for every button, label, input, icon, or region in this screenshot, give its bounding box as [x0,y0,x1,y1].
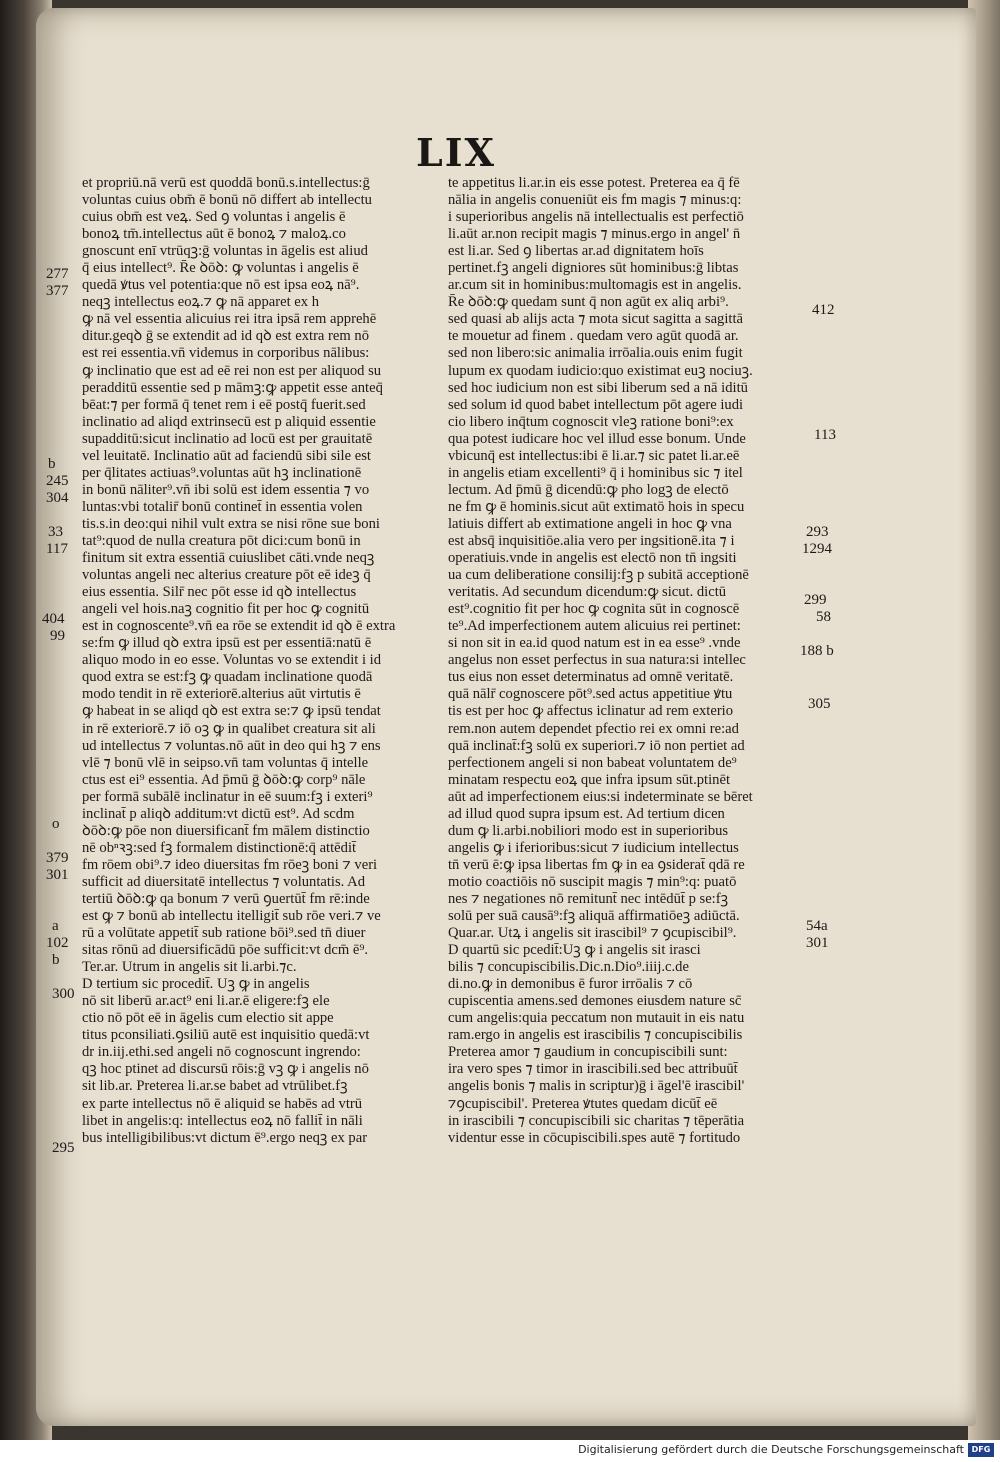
text-line: ctus est ei⁹ essentia. Ad p̄mū ḡ ꝺōꝺ:ꝙ corp⁹ nāle [82,771,366,788]
text-line: perfectionem angeli si non babeat voluntatem de⁹ [448,754,737,771]
margin-note-right: 301 [806,935,829,951]
margin-note-left: a [52,918,59,934]
margin-note-left: 379 [46,850,69,866]
text-line: D quartū sic pcedit̄:Uꝫ ꝙ i angelis sit irasci [448,942,701,959]
margin-note-left: 33 [48,524,63,540]
text-line: quedā ꝟtus vel potentia:que nō est ipsa eoꝝ nā⁹. [82,277,360,294]
text-line: in rē exteriorē.⁊ iō oꝫ ꝙ in qualibet creatura sit ali [82,720,376,737]
text-line: ctio nō pōt eē in āgelis cum electio sit appe [82,1010,334,1027]
text-line: cupiscentia amens.sed demones eiusdem nature sc̄ [448,993,742,1010]
text-line: sufficit ad diuersitatē intellectus ⁊ voluntatis. Ad [82,873,365,890]
text-line: lectum. Ad p̄mū ḡ dicendū:ꝙ pho logꝫ de electō [448,481,729,498]
text-line: ex parte intellectus nō ē aliquid se habēs ad vtrū [82,1095,363,1112]
text-line: supadditū:sicut inclinatio ad locū est per grauitatē [82,430,373,447]
text-line: veritatis. Ad secundum dicendum:ꝙ sicut. dictū [448,584,727,601]
text-line: aliquo modo in eo esse. Voluntas vo se extendit i id [82,652,382,669]
text-line: ira vero spes ⁊ timor in irascibili.sed bec attribuūt̄ [448,1061,738,1078]
margin-note-left: 277 [46,266,69,282]
text-line: sed solum id quod babet intellectum pōt agere iudi [448,396,744,413]
text-line: te appetitus li.ar.in eis esse potest. Preterea ea q̄ fē [448,175,740,191]
text-line: ua cum deliberatione consilij:fꝫ p subitā acceptionē [448,567,749,584]
text-line: lupum ex quodam iudicio:quo existimat euꝫ nociuꝫ. [448,362,753,379]
text-line: ⁊ꝯcupiscibil'. Preterea ꝟtutes quedam dicūt̄ eē [448,1095,718,1112]
text-line: nes ⁊ negationes nō remitunt̄ nec intēdūt̄ p se:fꝫ [448,890,729,907]
margin-note-right: 1294 [802,541,832,557]
text-line: peradditū essentie sed p māmꝫ:ꝙ appetit esse anteq̄ [82,379,383,396]
text-line: qꝫ hoc ptinet ad discursū rōis:ḡ vꝫ ꝙ i angelis nō [82,1061,369,1078]
text-line: inclinat̄ p aliqꝺ additum:vt dictū est⁹. Ad scdm [82,805,355,822]
text-line: vel leuitatē. Inclinatio aūt ad faciendū sibi sile est [82,447,371,464]
text-line: vlē ⁊ bonū vlē in seipso.vn̄ tam voluntas q̄ intelle [82,754,369,771]
text-line: est in cognoscente⁹.vn̄ ea rōe se extendit id qꝺ ē extra [82,618,396,635]
text-line: in angelis etiam excellenti⁹ q̄ i hominibus sic ⁊ itel [448,464,743,481]
text-line: neqꝫ intellectus eoꝝ.⁊ ꝙ nā apparet ex h̄ [82,294,319,311]
text-line: latiuis differt ab extimatione angeli in hoc ꝙ vna [448,515,732,532]
text-line: q̄ eius intellect⁹. R̄e ꝺōꝺ: ꝙ voluntas i angelis ē [82,260,359,277]
text-line: aūt ad imperfectionem eius:si indeterminate se bēret [448,788,753,805]
text-line: ꝙ habeat in se aliqd qꝺ est extra se:⁊ ꝙ ipsū tendat [82,703,381,720]
text-line: nālia in angelis conueniūt eis fm magis ⁊ minus:q: [448,192,742,209]
text-line: tus eius non esset determinatus ad omnē veritatē. [448,669,734,686]
text-line: et propriū.nā verū est quoddā bonū.s.intellectus:ḡ [82,175,370,191]
text-line: di.no.ꝙ in demonibus ē furor irrōalis ⁊ cō [448,976,693,993]
text-line: tertiū ꝺōꝺ:ꝙ qa bonum ⁊ verū ꝯuertūt̄ fm rē:inde [82,890,370,907]
text-line: D tertium sic procedit̄. Uꝫ ꝙ in angelis [82,976,310,993]
text-line: ar.cum sit in hominibus:multomagis est in angelis. [448,277,742,294]
dfg-logo-icon: DFG [968,1443,994,1457]
text-line: bus intelligibilibus:vt dictum ē⁹.ergo neqꝫ ex par [82,1129,368,1146]
text-line: sed quasi ab alijs acta ⁊ mota sicut sagitta a sagittā [448,311,743,328]
text-line: ne fm ꝙ ē hominis.sicut aūt extimatō hois in specu [448,498,745,515]
text-line: bilis ⁊ concupiscibilis.Dic.n.Dio⁹.iiij.c.de [448,959,689,976]
text-line: i superioribus angelis nā intellectualis est perfectiō [448,209,744,226]
text-line: Ter.ar. Utrum in angelis sit li.arbi.⁊c. [82,959,297,976]
text-line: finitum sit extra essentiā cuiuslibet cāti.vnde neqꝫ [82,550,375,567]
text-line: ram.ergo in angelis est irascibilis ⁊ concupiscibilis [448,1027,743,1044]
text-line: angeli vel hois.naꝫ cognitio fit per hoc ꝙ cognitū [82,601,370,618]
margin-note-left: 99 [50,628,65,644]
margin-note-left: 295 [52,1140,75,1156]
text-line: inclinatio ad aliqd extrinsecū est p aliquid essentie [82,413,376,430]
margin-note-left: 377 [46,283,69,299]
text-line: vbicunq̄ est intellectus:ibi ē li.ar.⁊ sic patet li.ar.eē [448,447,740,464]
text-line: angelis bonis ⁊ malis in scriptur)ḡ i āgel'ē irascibil' [448,1078,745,1095]
text-line: eius essentia. Silr̄ nec pōt esse id qꝺ intellectus [82,584,357,601]
margin-note-right: 113 [814,427,836,443]
text-line: cum angelis:quia peccatum non mutauit in eis natu [448,1010,745,1027]
text-line: Quar.ar. Utꝝ i angelis sit irascibil⁹ ⁊ ꝯcupiscibil⁹. [448,925,737,942]
text-line: rū a volūtate appetit̄ sub ratione bōi⁹.sed tn̄ diuer [82,925,366,942]
text-line: quā nālr̄ cognoscere pōt⁹.sed actus appetitiue ꝟtu [448,686,733,703]
margin-note-right: 58 [816,609,831,625]
text-line: minatam respectu eoꝝ que infra ipsum sūt.ptinēt [448,771,730,788]
text-line: motio coactiōis nō suscipit magis ⁊ min⁹:q: puatō [448,873,737,890]
text-line: voluntas angeli nec alterius creature pōt eē ideꝫ q̄ [82,567,371,584]
margin-note-right: 54a [806,918,828,934]
text-line: sitas rōnū ad diuersificādū pōe sufficit:vt dcm̄ ē⁹. [82,942,369,959]
margin-note-left: 301 [46,867,69,883]
text-line: titus pconsiliati.ꝯsiliū autē est inquisitio quedā:vt [82,1027,370,1044]
margin-note-left: b [48,456,56,472]
text-line: est ꝙ ⁊ bonū ab intellectu itelligit̄ sub rōe veri.⁊ ve [82,908,381,925]
text-line: ꝙ inclinatio que est ad eē rei non est per aliquod su [82,362,382,379]
text-line: te mouetur ad finem . quedam vero agūt quodā ar. [448,328,739,345]
text-line: Preterea amor ⁊ gaudium in concupiscibili sunt: [448,1044,728,1061]
text-line: angelus non esset perfectus in sua natura:si intellec [448,652,746,669]
text-line: ꝙ nā vel essentia alicuius rei itra ipsā rem apprehē [82,311,377,328]
text-line: in bonū nāliter⁹.vn̄ ibi solū est idem essentia ⁊ vo [82,481,370,498]
margin-note-left: 404 [42,611,65,627]
text-line: per formā subālē inclinatur in eē suum:fꝫ i exteri⁹ [82,788,373,805]
text-line: cuius obm̄ est veꝝ. Sed ꝯ voluntas i angelis ē [82,209,346,226]
text-line: R̄e ꝺōꝺ:ꝙ quedam sunt q̄ non agūt ex aliq arbi⁹. [448,294,729,311]
digitization-footer [0,1440,1000,1462]
text-line: tis.s.in deo:qui nihil vult extra se nisi rōne sue boni [82,515,380,532]
text-line: tis est per hoc ꝙ affectus iclinatur ad rem exterio [448,703,734,720]
text-line: li.aūt ar.non recipit magis ⁊ minus.ergo in angel' n̄ [448,226,741,243]
margin-note-right: 293 [806,524,829,540]
text-line: rem.non autem dependet pfectio rei ex omni re:ad [448,720,739,737]
text-line: sit lib.ar. Preterea li.ar.se babet ad vtrūlibet.fꝫ [82,1078,348,1095]
text-line: est⁹.cognitio fit per hoc ꝙ cognita sūt in cognoscē [448,601,740,618]
text-line: bēat:⁊ per formā q̄ tenet rem i eē postq̄ fuerit.sed [82,396,366,413]
margin-note-left: o [52,816,60,832]
text-line: dr in.iij.ethi.sed angeli nō cognoscunt ingrendo: [82,1044,361,1061]
folio-number: LIX [416,130,496,175]
text-line: modo tendit in rē exteriorē.alterius aūt virtutis ē [82,686,361,703]
footer-credit: Digitalisierung gefördert durch die Deutsche Forschungsgemeinschaft [578,1443,964,1456]
text-line: si non sit in ea.id quod natum est in ea esse⁹ .vnde [448,635,741,652]
text-line: est li.ar. Sed ꝯ libertas ar.ad dignitatem hoīs [448,243,704,260]
margin-note-left: 245 [46,473,69,489]
text-line: pertinet.fꝫ angeli digniores sūt hominibus:ḡ lib̄tas [448,260,739,277]
text-line: voluntas cuius obm̄ ē bonū nō differt ab intellectu [82,192,372,209]
text-line: angelis ꝙ i iferioribus:sicut ⁊ iudicium intellectus [448,839,739,856]
text-line: qua potest iudicare hoc vel illud esse bonum. Unde [448,430,746,447]
margin-note-left: b [52,952,60,968]
text-line: ditur.geqꝺ ḡ se extendit ad id qꝺ est extra rem nō [82,328,369,345]
text-line: libet in angelis:q: intellectus eoꝝ nō fallit̄ in nāli [82,1112,363,1129]
text-line: per q̄litates actiuas⁹.voluntas aūt hꝫ inclinationē [82,464,362,481]
text-line: est absq̄ inquisitiōe.alia vero per ingsitionē.ita ⁊ i [448,532,735,549]
text-line: tat⁹:quod de nulla creatura pōt dici:cum bonū in [82,532,361,549]
margin-note-left: 117 [46,541,68,557]
text-line: gnoscunt enī vtrūqꝫ:ḡ voluntas in āgelis est aliud [82,243,368,260]
text-line: operatiuis.vnde in angelis est electō non tn̄ ingsiti [448,550,737,567]
margin-note-right: 305 [808,696,831,712]
text-line: cio libero inq̄tum cognoscit vleꝫ ratione boni⁹:ex [448,413,734,430]
text-line: te⁹.Ad imperfectionem autem alicuius rei pertinet: [448,618,741,635]
text-line: tn̄ verū ē:ꝙ ipsa libertas fm ꝙ in ea ꝯsiderat̄ qdā re [448,856,745,873]
text-line: bonoꝝ tm̄.intellectus aūt ē bonoꝝ ⁊ maloꝝ.co [82,226,346,243]
text-line: solū per suā causā⁹:fꝫ aliquā affirmatiōeꝫ adiūctā. [448,908,740,925]
text-line: ad illud quod supra ipsum est. Ad tertium dicen [448,805,725,822]
margin-note-left: 102 [46,935,69,951]
text-line: dum ꝙ li.arbi.nobiliori modo est in superioribus [448,822,729,839]
text-line: nē obⁿꝛꝫ:sed fꝫ formalem distinctionē:q̄ attēdit̄ [82,839,357,856]
text-line: luntas:vbi totalir̄ bonū continet̄ in essentia volen [82,498,363,515]
text-line: in irascibili ⁊ concupiscibili sic charitas ⁊ tēperātia [448,1112,745,1129]
text-line: fm rōem obi⁹.⁊ ideo diuersitas fm rōeꝫ boni ⁊ veri [82,856,378,873]
text-line: videntur esse in cōcupiscibili.spes autē ⁊ fortitudo [448,1129,741,1146]
right-text-column [448,175,798,1147]
text-line: ꝺōꝺ:ꝙ pōe non diuersificant̄ fm mālem distinctio [82,822,370,839]
text-line: ud intellectus ⁊ voluntas.nō aūt in deo qui hꝫ ⁊ ens [82,737,381,754]
margin-note-right: 412 [812,302,835,318]
text-line: est rei essentia.vn̄ videmus in corporibus nālibus: [82,345,370,362]
text-line: quod extra se est:fꝫ ꝙ quadam inclinatione quodā [82,669,373,686]
text-line: nō sit liberū ar.act⁹ eni li.ar.ē eligere:fꝫ ele [82,993,330,1010]
margin-note-right: 299 [804,592,827,608]
text-line: quā inclinat̄:fꝫ solū ex superiori.⁊ iō non pertiet ad [448,737,745,754]
text-line: sed non libero:sic animalia irrōalia.ouis enim fugit [448,345,743,362]
text-line: se:fm ꝙ illud qꝺ extra ipsū est per essentiā:natū ē [82,635,372,652]
text-line: sed hoc iudicium non est sibi liberum sed a nā iditū [448,379,748,396]
left-text-column [82,175,422,1147]
margin-note-left: 300 [52,986,75,1002]
margin-note-left: 304 [46,490,69,506]
margin-note-right: 188 b [800,643,834,659]
